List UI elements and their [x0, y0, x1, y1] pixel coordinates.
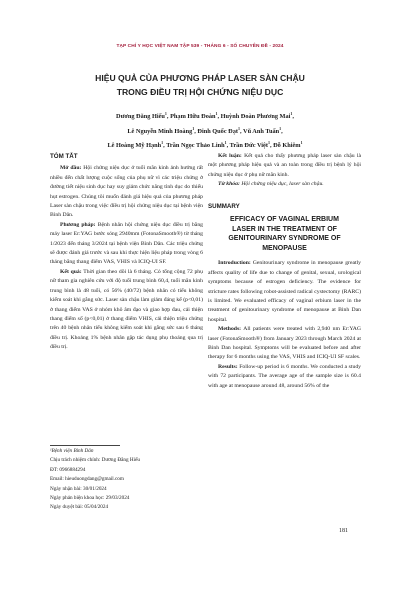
accepted-date: Ngày duyệt bài: 05/04/2024 — [50, 504, 109, 511]
phone: ĐT: 0966884294 — [50, 466, 86, 473]
author: Trần Ngọc Thảo Linh$^1$ — [166, 140, 227, 150]
abstract-heading: TÓM TẮT — [50, 153, 78, 160]
left-column — [50, 152, 203, 353]
title-line: TRONG ĐIỀU TRỊ HỘI CHỨNG NIỆU DỤC — [116, 87, 284, 97]
footnotes — [50, 447, 203, 513]
author: Trần Đức Việt$^1$ — [229, 140, 270, 150]
article-title — [40, 71, 360, 99]
abstract-conclusion: Kết luận: Kết quả cho thấy phương pháp laser sàn chậu là một phương pháp hiệu quả và an toàn trong điều trị bệnh lý hội chứng niệu dục ở phụ nữ mãn kinh. — [208, 153, 361, 178]
summary-introduction: Introduction: Genitourinary syndrome in menopause greatly affects quality of life due to change of genital, sexual, urological symptoms because of estrogen deficiency. The evidence for stricture rates following robot-assisted radical cystectomy (RARC) is limited. We evaluated efficacy of vaginal erbium laser in the treatment of genitourinary syndrome of menopause at Binh Dan hospital. — [208, 260, 362, 323]
abstract-methods: Phương pháp: Bệnh nhân hội chứng niệu dục điều trị bằng máy laser Er:YAG bước sóng 2940mm (FotonaSmooth®) từ tháng 1/2023 đến tháng 3/2024 tại bệnh viện Bình Dân. Các triệu chứng sẽ được đánh giá trước và sau khi thực hiện liệu pháp trong vòng 6 tháng bằng thang điểm VAS, VHIS và ICIQ-UI SF. — [50, 221, 204, 266]
author: Vũ Anh Tuấn$^1$ — [243, 125, 282, 135]
english-title: EFFICACY OF VAGINAL ERBIUM LASER IN THE TREATMENT OF GENITOURINARY SYNDROME OF MENOPAUSE — [228, 216, 341, 252]
review-date: Ngày phản biện khoa học: 29/03/2024 — [50, 495, 130, 502]
author: Đỗ Khiêm$^1$ — [273, 140, 303, 150]
title-line: HIỆU QUẢ CỦA PHƯƠNG PHÁP LASER SÀN CHẬU — [95, 73, 305, 83]
author: Lê Nguyễn Minh Hoàng$^1$ — [127, 125, 195, 135]
author: Phạm Hữu Đoàn$^1$ — [170, 111, 218, 121]
affiliation-note: ¹Bệnh viện Bình Dân — [50, 448, 94, 454]
footnote-divider — [50, 445, 120, 446]
page-number: 181 — [339, 528, 348, 534]
abstract-keywords: Từ khóa: Hội chứng niệu dục, laser sàn chậu. — [218, 181, 324, 188]
email: Email: hieuduongdang@gmail.com — [50, 476, 124, 483]
running-head: TẠP CHÍ Y HỌC VIỆT NAM TẬP 539 - THÁNG 6 - SỐ CHUYÊN ĐỀ - 2024 — [116, 44, 284, 49]
summary-heading: SUMMARY — [208, 202, 240, 210]
abstract-results: Kết quả: Thời gian theo dõi là 6 tháng. Có tổng cộng 72 phụ nữ tham gia nghiên cứu với độ tuổi trung bình 60,4, tuổi mãn kinh trung bình là 48 tuổi, có 56% (40/72) bệnh nhân có tiểu không kiểm soát khi gắng sức. Laser sàn chậu làm giảm đáng kể (p<0,01) ở thang điểm VAS ở nhóm khô âm đạo và giao hợp đau, cải thiện thang điểm số (p<0,01) ở thang điểm VHIS, cải thiện triệu chứng trên 40 bệnh nhân tiểu không kiểm soát khi gắng sức sau 6 tháng điều trị. Khoảng 1% bệnh nhân gặp tác dụng phụ thoáng qua trị điều trị. — [50, 268, 203, 351]
author: Đinh Quốc Đạt$^1$ — [197, 125, 240, 135]
corresponding-author: Chịu trách nhiệm chính: Dương Đăng Hiếu — [50, 457, 140, 464]
right-column — [208, 152, 361, 391]
author: Lê Hoàng Mỹ Hạnh$^1$ — [107, 140, 164, 150]
author-list: Dương Đăng Hiếu$^1$, Phạm Hữu Đoàn$^1$, Huỳnh Đoàn Phương Mai$^1$, Lê Nguyễn Minh Hoàng$^1$, Đinh Quốc Đạt$^1$, Vũ Anh Tuấn$^1$, Lê Hoàng Mỹ Hạnh$^1$, Trần Ngọc Thảo Linh$^1$, Trần Đức Việt$^1$, Đỗ Khiêm$^1$ — [107, 111, 303, 150]
summary-methods: Methods: All patients were treated with 2,940 nm Er:YAG laser (FotonaSmooth®) from January 2023 through March 2024 at Binh Dan hospital. Symptoms will be evaluated before and after therapy for 6 months using the VAS, VHIS and ICIQ-UI SF scales. — [208, 326, 362, 361]
abstract-objective: Mở đầu: Hội chứng niệu dục ở tuổi mãn kinh ảnh hưởng rất nhiều đến chất lượng cuộc sống của phụ nữ vì các triệu chứng ở đường tiết niệu sinh dục hay suy giảm chức năng tình dục do thiếu hụt estrogen. Chúng tôi muốn đánh giá hiệu quả của phương pháp Laser sàn chậu trong việc điều trị hội chứng niệu dục tại bệnh viện Bình Dân. — [50, 165, 204, 219]
author: Dương Đăng Hiếu$^1$ — [116, 111, 167, 121]
author: Huỳnh Đoàn Phương Mai$^1$ — [220, 111, 293, 121]
summary-results: Results: Follow-up period is 6 months. We conducted a study with 72 participants. The average age of the sample size is 60.4 with age at menopause around 48, around 56% of the — [208, 363, 362, 389]
received-date: Ngày nhận bài: 30/01/2024 — [50, 485, 107, 492]
